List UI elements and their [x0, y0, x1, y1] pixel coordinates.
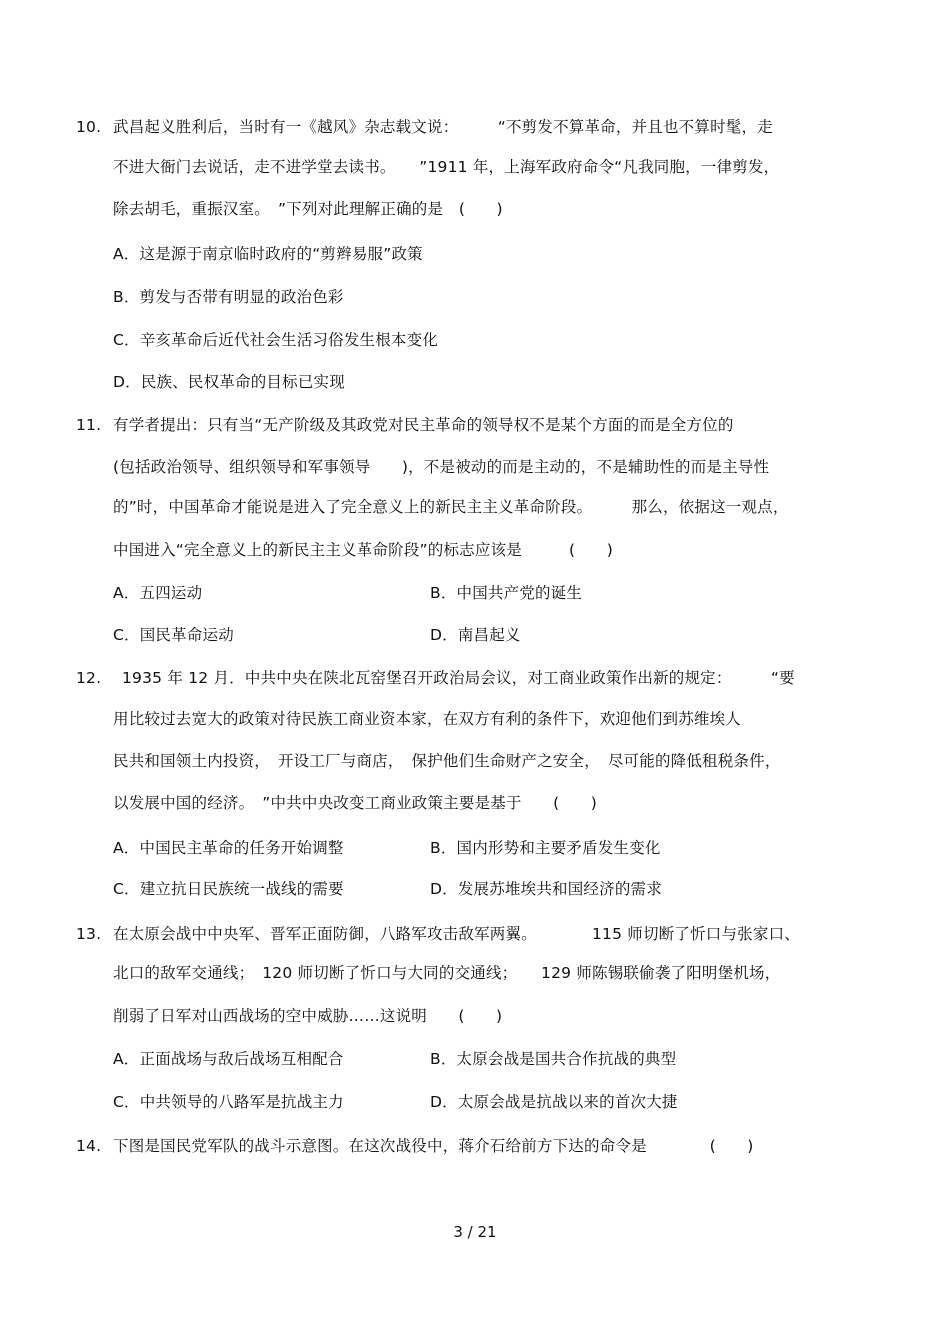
question-13-number: 13.	[76, 925, 102, 943]
question-12-stem-line-2: 用比较过去宽大的政策对待民族工商业资本家，在双方有利的条件下，欢迎他们到苏维埃人	[113, 710, 742, 728]
question-11-stem-line-4: 中国进入“完全意义上的新民主主义革命阶段”的标志应该是 ( )	[113, 541, 613, 559]
question-10-number: 10.	[76, 118, 102, 136]
question-12-stem-line-3: 民共和国领土内投资， 开设工厂与商店， 保护他们生命财产之安全， 尽可能的降低租税条件，	[113, 752, 781, 770]
question-11-option-c: C．国民革命运动	[113, 626, 234, 644]
question-10-stem-line-1: 武昌起义胜利后，当时有一《越风》杂志载文说： “不剪发不算革命，并且也不算时髦，走	[113, 118, 773, 136]
question-12-stem-line-1: 1935 年 12 月．中共中央在陕北瓦窑堡召开政治局会议，对工商业政策作出新的规定： “要	[122, 669, 795, 687]
question-10-option-b: B．剪发与否带有明显的政治色彩	[113, 288, 344, 306]
question-11-option-d: D．南昌起义	[430, 626, 521, 644]
question-13-stem-line-1: 在太原会战中中央军、晋军正面防御，八路军攻击敌军两翼。 115 师切断了忻口与张家口、	[113, 925, 800, 943]
page-number: 3 / 21	[453, 1223, 497, 1241]
question-12-option-b: B．国内形势和主要矛盾发生变化	[430, 839, 661, 857]
question-13-stem-line-2: 北口的敌军交通线； 120 师切断了忻口与大同的交通线； 129 师陈锡联偷袭了阳明堡机场，	[113, 964, 781, 982]
question-11-number: 11.	[76, 416, 102, 434]
question-10-stem-line-2: 不进大衙门去说话，走不进学堂去读书。 ”1911 年，上海军政府命令“凡我同胞，一律剪发，	[113, 158, 780, 176]
question-10-option-d: D．民族、民权革命的目标已实现	[113, 373, 345, 391]
question-14-number: 14.	[76, 1137, 102, 1155]
question-12-option-d: D．发展苏堆埃共和国经济的需求	[430, 880, 662, 898]
question-13-option-a: A．正面战场与敌后战场互相配合	[113, 1050, 344, 1068]
question-12-stem-line-4: 以发展中国的经济。 ”中共中央改变工商业政策主要是基于 ( )	[113, 794, 597, 812]
question-10-option-a: A．这是源于南京临时政府的“剪辫易服”政策	[113, 245, 423, 263]
question-12-option-a: A．中国民主革命的任务开始调整	[113, 839, 344, 857]
question-13-option-d: D．太原会战是抗战以来的首次大捷	[430, 1093, 678, 1111]
question-13-option-b: B．太原会战是国共合作抗战的典型	[430, 1050, 677, 1068]
question-13-option-c: C．中共领导的八路军是抗战主力	[113, 1093, 344, 1111]
question-10-stem-line-3: 除去胡毛，重振汉室。 ”下列对此理解正确的是 ( )	[113, 200, 503, 218]
question-13-stem-line-3: 削弱了日军对山西战场的空中威胁……这说明 ( )	[113, 1007, 503, 1025]
question-12-option-c: C．建立抗日民族统一战线的需要	[113, 880, 344, 898]
question-11-stem-line-3: 的”时，中国革命才能说是进入了完全意义上的新民主主义革命阶段。 那么，依据这一观点，	[113, 498, 789, 516]
question-11-option-b: B．中国共产党的诞生	[430, 584, 583, 602]
question-11-option-a: A．五四运动	[113, 584, 203, 602]
question-11-stem-line-1: 有学者提出：只有当“无产阶级及其政党对民主革命的领导权不是某个方面的而是全方位的	[113, 416, 734, 434]
question-11-stem-line-2: (包括政治领导、组织领导和军事领导 )，不是被动的而是主动的，不是辅助性的而是主导性	[113, 458, 770, 476]
question-10-option-c: C．辛亥革命后近代社会生活习俗发生根本变化	[113, 331, 439, 349]
question-12-number: 12.	[76, 669, 102, 687]
question-14-stem-line-1: 下图是国民党军队的战斗示意图。在这次战役中，蒋介石给前方下达的命令是 ( )	[113, 1137, 754, 1155]
